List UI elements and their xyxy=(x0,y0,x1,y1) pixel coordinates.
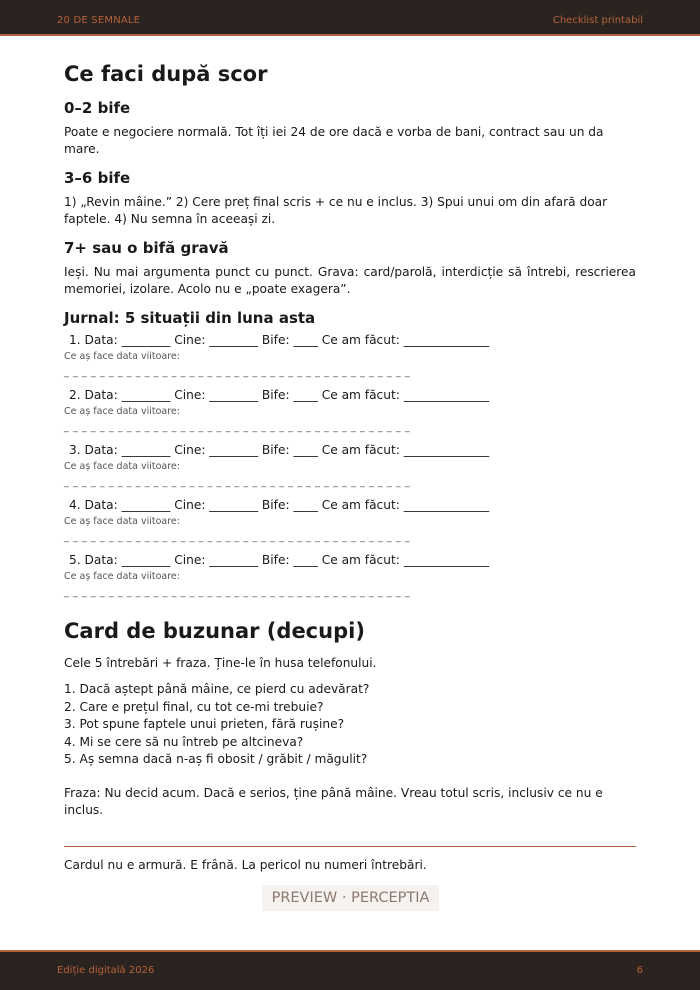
score-section xyxy=(64,238,636,298)
score-title: Ce faci după scor xyxy=(64,62,268,86)
score-section xyxy=(64,98,636,158)
card-question: 3. Pot spune faptele unui prieten, fără rușine? xyxy=(64,717,345,731)
journal-title: Jurnal: 5 situații din luna asta xyxy=(64,309,316,327)
card-question: 4. Mi se cere să nu întreb pe altcineva? xyxy=(64,734,304,749)
score-text: Poate e negociere normală. Tot îți iei 24 de ore dacă e vorba de bani, contract sau un da mare. xyxy=(64,125,604,156)
journal-hint: Ce aș face data viitoare: xyxy=(64,461,180,472)
journal-fields: 3. Data: ________ Cine: ________ Bife: ____ Ce am făcut: ______________ xyxy=(69,443,490,457)
score-text: Ieși. Nu mai argumenta punct cu punct. Grava: card/parolă, interdicție să întrebi, rescrierea memoriei, izolare. Acolo nu e „poate exagera”. xyxy=(64,265,636,296)
journal-hint: Ce aș face data viitoare: xyxy=(64,406,180,417)
journal-row xyxy=(64,552,636,607)
journal-fields: 5. Data: ________ Cine: ________ Bife: ____ Ce am făcut: ______________ xyxy=(69,553,490,567)
card-question: 1. Dacă aștept până mâine, ce pierd cu adevărat? xyxy=(64,682,370,696)
journal-answer-line: _ _ _ _ _ _ _ _ _ _ _ _ _ _ _ _ _ _ _ _ _ _ _ _ _ _ _ _ _ _ _ _ _ _ _ _ _ _ _ xyxy=(64,532,411,543)
journal-answer-line: _ _ _ _ _ _ _ _ _ _ _ _ _ _ _ _ _ _ _ _ _ _ _ _ _ _ _ _ _ _ _ _ _ _ _ _ _ _ _ xyxy=(64,367,411,378)
journal-row xyxy=(64,442,636,497)
preview-watermark: PREVIEW · PERCEPTIA xyxy=(262,885,439,911)
footer-edition: Ediție digitală 2026 xyxy=(57,965,155,976)
score-text: 1) „Revin mâine.” 2) Cere preț final scris + ce nu e inclus. 3) Spui unui om din afară doar faptele. 4) Nu semna în aceeași zi. xyxy=(64,195,608,226)
journal xyxy=(64,308,636,607)
score-heading: 7+ sau o bifă gravă xyxy=(64,239,229,257)
pocket-card xyxy=(64,617,636,874)
journal-hint: Ce aș face data viitoare: xyxy=(64,351,180,362)
journal-fields: 2. Data: ________ Cine: ________ Bife: ____ Ce am făcut: ______________ xyxy=(69,388,490,402)
score-section xyxy=(64,168,636,228)
journal-answer-line: _ _ _ _ _ _ _ _ _ _ _ _ _ _ _ _ _ _ _ _ _ _ _ _ _ _ _ _ _ _ _ _ _ _ _ _ _ _ _ xyxy=(64,422,411,433)
score-heading: 0–2 bife xyxy=(64,99,131,117)
card-title: Card de buzunar (decupi) xyxy=(64,619,365,643)
page-header xyxy=(0,0,700,36)
page-content xyxy=(64,60,636,874)
card-question-list xyxy=(64,681,636,769)
divider xyxy=(64,846,636,847)
journal-row xyxy=(64,387,636,442)
journal-hint: Ce aș face data viitoare: xyxy=(64,571,180,582)
card-intro: Cele 5 întrebări + fraza. Ține-le în husa telefonului. xyxy=(64,656,377,670)
journal-answer-line: _ _ _ _ _ _ _ _ _ _ _ _ _ _ _ _ _ _ _ _ _ _ _ _ _ _ _ _ _ _ _ _ _ _ _ _ _ _ _ xyxy=(64,477,411,488)
page-number: 6 xyxy=(636,965,643,976)
header-doc-type: Checklist printabil xyxy=(552,15,643,26)
card-question: 2. Care e prețul final, cu tot ce-mi trebuie? xyxy=(64,699,324,714)
header-section-title: 20 DE SEMNALE xyxy=(57,15,141,26)
card-phrase: Fraza: Nu decid acum. Dacă e serios, ține până mâine. Vreau totul scris, inclusiv ce nu e inclus. xyxy=(64,785,603,817)
journal-fields: 4. Data: ________ Cine: ________ Bife: ____ Ce am făcut: ______________ xyxy=(69,498,490,512)
journal-fields: 1. Data: ________ Cine: ________ Bife: ____ Ce am făcut: ______________ xyxy=(69,333,490,347)
journal-row xyxy=(64,332,636,387)
score-heading: 3–6 bife xyxy=(64,169,131,187)
journal-hint: Ce aș face data viitoare: xyxy=(64,516,180,527)
page-footer xyxy=(0,950,700,990)
card-closing: Cardul nu e armură. E frână. La pericol nu numeri întrebări. xyxy=(64,857,427,872)
card-question: 5. Aș semna dacă n-aș fi obosit / grăbit / măgulit? xyxy=(64,752,368,766)
journal-row xyxy=(64,497,636,552)
journal-answer-line: _ _ _ _ _ _ _ _ _ _ _ _ _ _ _ _ _ _ _ _ _ _ _ _ _ _ _ _ _ _ _ _ _ _ _ _ _ _ _ xyxy=(64,587,411,598)
